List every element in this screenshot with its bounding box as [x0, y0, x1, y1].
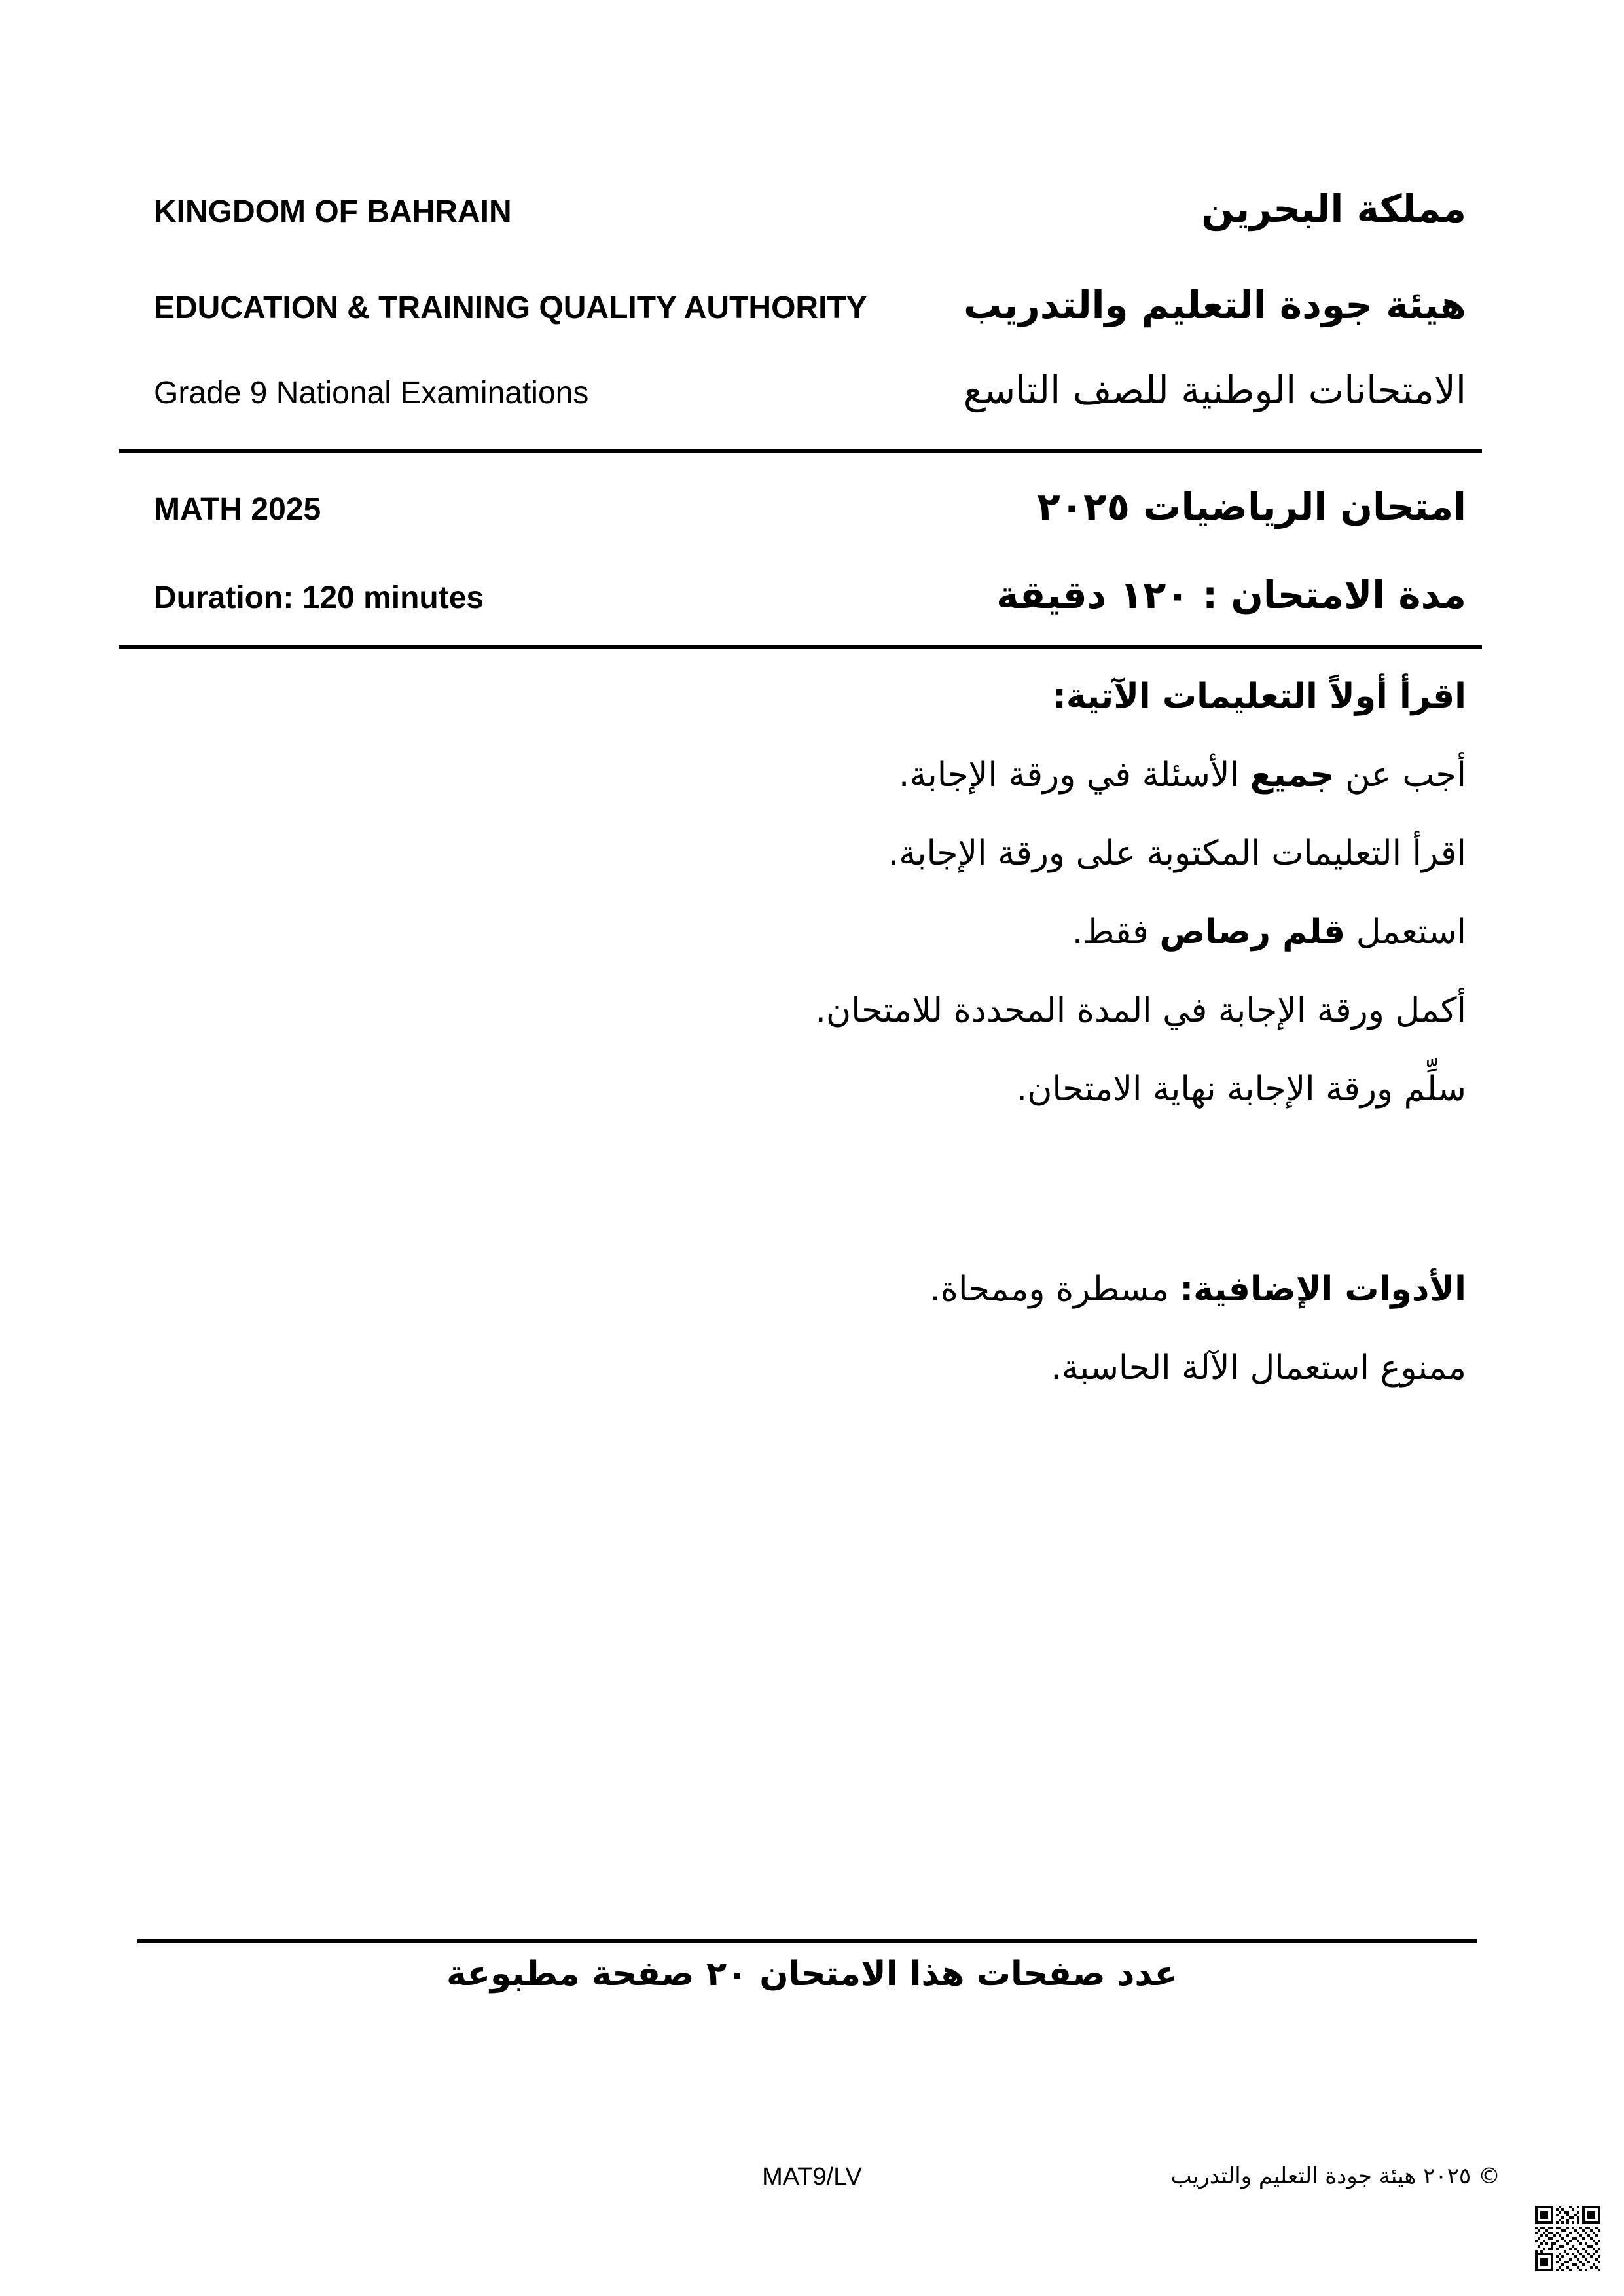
exam-series-en: Grade 9 National Examinations [154, 376, 589, 410]
paper-code: MAT9/LV [762, 2163, 862, 2191]
duration-ar: مدة الامتحان : ١٢٠ دقيقة [996, 573, 1466, 617]
kingdom-title-en: KINGDOM OF BAHRAIN [154, 194, 512, 229]
additional-tools-line [929, 1270, 1466, 1309]
header-row-authority [154, 283, 1466, 327]
header-row-exam-series [154, 368, 1466, 412]
authority-title-en: EDUCATION & TRAINING QUALITY AUTHORITY [154, 291, 867, 325]
instruction-text: الأسئلة في ورقة الإجابة. [898, 755, 1250, 795]
copyright-notice: © ٢٠٢٥ هيئة جودة التعليم والتدريب [1170, 2163, 1500, 2189]
subject-row [154, 484, 1466, 529]
instruction-complete-in-time [815, 991, 1466, 1030]
kingdom-title-ar: مملكة البحرين [1201, 187, 1466, 231]
instruction-bold-text: قلم رصاص [1159, 912, 1346, 952]
instruction-use-pencil [1072, 912, 1466, 952]
instruction-bold-text: جميع [1250, 755, 1335, 795]
instruction-text: استعمل [1345, 912, 1466, 952]
instruction-read-answer-sheet [888, 834, 1466, 873]
duration-en: Duration: 120 minutes [154, 581, 484, 615]
header-row-kingdom [154, 187, 1466, 231]
instruction-hand-in [1016, 1069, 1466, 1109]
instructions-heading: اقرأ أولاً التعليمات الآتية: [1053, 677, 1466, 716]
instruction-text: أكمل ورقة الإجابة في المدة المحددة للامتحان. [815, 991, 1466, 1030]
page-count-note: عدد صفحات هذا الامتحان ٢٠ صفحة مطبوعة [446, 1954, 1178, 1994]
additional-tools-label: الأدوات الإضافية: [1180, 1270, 1466, 1309]
instruction-text: أجب عن [1334, 755, 1466, 795]
duration-row [154, 573, 1466, 617]
no-calculator-line: ممنوع استعمال الآلة الحاسبة. [1051, 1348, 1466, 1388]
divider-top [119, 449, 1482, 453]
authority-title-ar: هيئة جودة التعليم والتدريب [964, 283, 1466, 327]
exam-series-ar: الامتحانات الوطنية للصف التاسع [963, 368, 1466, 412]
divider-middle [119, 645, 1482, 649]
instruction-text: سلِّم ورقة الإجابة نهاية الامتحان. [1016, 1069, 1466, 1109]
instruction-text: اقرأ التعليمات المكتوبة على ورقة الإجابة. [888, 834, 1466, 873]
divider-bottom [137, 1939, 1477, 1943]
qr-code-icon [1535, 2206, 1600, 2271]
subject-title-ar: امتحان الرياضيات ٢٠٢٥ [1037, 484, 1466, 529]
instruction-text: فقط. [1072, 912, 1160, 952]
instruction-answer-all [898, 755, 1466, 795]
additional-tools-text: مسطرة وممحاة. [929, 1270, 1180, 1309]
subject-title-en: MATH 2025 [154, 492, 321, 527]
